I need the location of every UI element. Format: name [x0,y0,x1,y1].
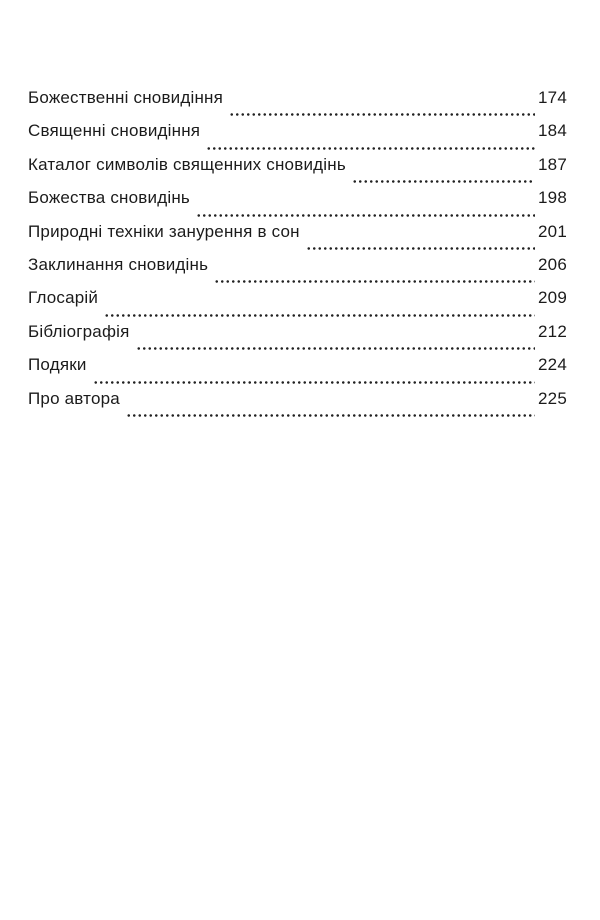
toc-entry [28,221,567,254]
dot-leader [126,414,535,417]
toc-entry-title: Божественні сновидіння [28,88,224,107]
dot-leader [206,147,535,150]
toc-entry-page-number: 209 [538,288,567,308]
toc-entry-title: Каталог символів священних сновидінь [28,154,346,174]
toc-entry-page-number: 212 [538,321,567,341]
toc-entry-page-number: 187 [538,154,567,174]
toc-entry-title: Заклинання сновидінь [28,254,209,274]
toc-entry-page-number: 224 [538,355,567,375]
toc-entry-page-number: 184 [538,121,567,141]
toc-entry-page-number: 198 [538,188,567,208]
toc-entry-page-number: 225 [538,388,567,408]
toc-entry [28,321,567,354]
toc-entry-title: Глосарій [28,288,99,308]
toc-entry-title: Бібліографія [28,321,130,341]
toc-entry [28,354,567,387]
toc-entry-page-number: 206 [538,254,567,274]
dot-leader [93,381,535,384]
dot-leader [196,214,535,217]
dot-leader [229,113,535,116]
toc-entry [28,287,567,320]
toc-entry-title: Божества сновидінь [28,188,190,208]
dot-leader [104,314,535,317]
dot-leader [306,247,535,250]
toc-entry-page-number: 201 [538,221,567,241]
dot-leader [214,280,535,283]
toc-entry-title: Подяки [28,355,87,375]
toc-entry [28,388,567,421]
toc-entry [28,87,567,120]
toc-entry [28,187,567,220]
dot-leader [352,180,535,183]
toc-entry-title: Священні сновидіння [28,121,201,141]
toc-entry [28,120,567,153]
toc-entry-title: Про автора [28,388,120,408]
table-of-contents [28,87,567,421]
toc-entry-title: Природні техніки занурення в сон [28,221,300,241]
toc-entry [28,254,567,287]
dot-leader [136,347,535,350]
toc-entry-page-number: 174 [538,88,567,107]
toc-entry [28,154,567,187]
